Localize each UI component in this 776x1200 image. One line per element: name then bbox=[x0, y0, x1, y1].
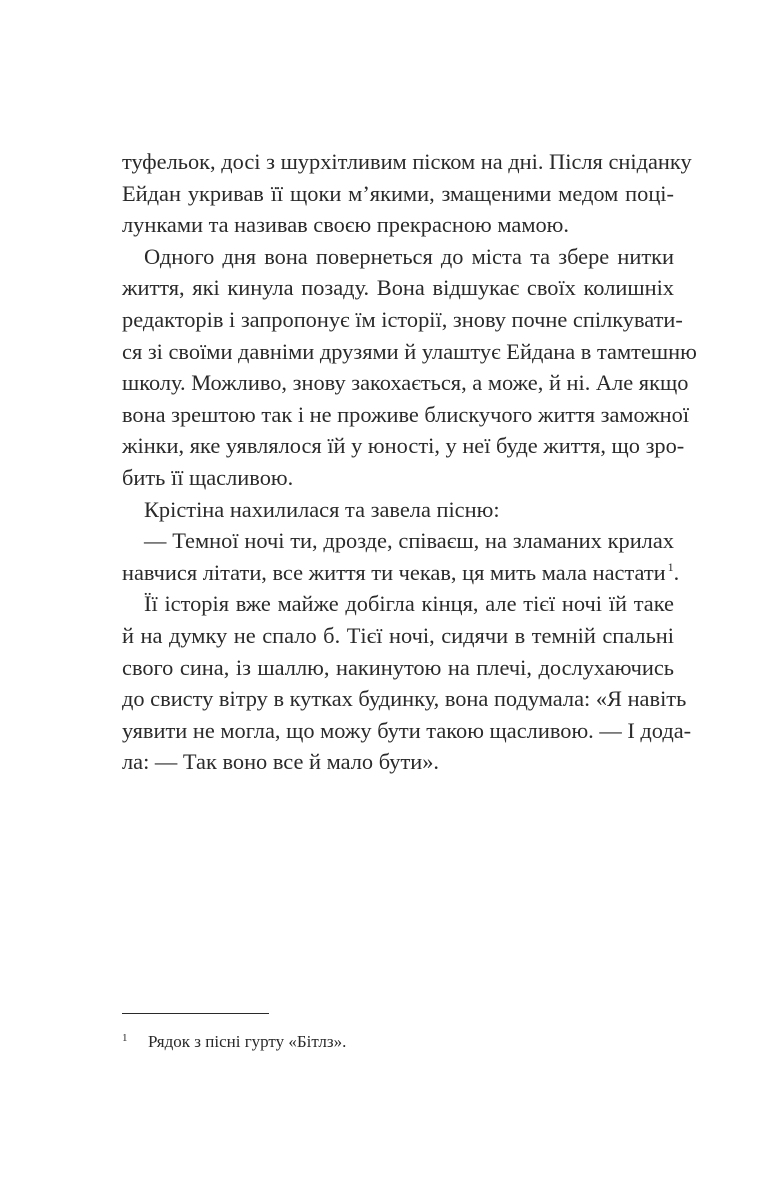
text-line: редакторів і запропонує їм історії, знову почне спілкувати- bbox=[122, 306, 683, 332]
text-line: свого сина, із шаллю, накинутою на плечі, дослухаючись bbox=[122, 654, 674, 680]
text-line-trailing: . bbox=[673, 559, 680, 585]
text-line: й на думку не спало б. Тієї ночі, сидячи в темній спальні bbox=[122, 622, 674, 648]
footnote-divider bbox=[122, 1013, 269, 1014]
text-line: лунками та називав своєю прекрасною мамою. bbox=[122, 212, 570, 238]
text-line-content: навчися літати, все життя ти чекав, ця мить мала настати bbox=[122, 559, 666, 585]
text-line: Ейдан укривав її щоки м’якими, змащеними медом поці- bbox=[122, 180, 674, 206]
text-line: ся зі своїми давніми друзями й улаштує Ейдана в тамтешню bbox=[122, 338, 697, 364]
text-line: школу. Можливо, знову закохається, а може, й ні. Але якщо bbox=[122, 370, 689, 396]
text-line: Одного дня вона повернеться до міста та збере нитки bbox=[144, 243, 674, 269]
text-line: туфельок, досі з шурхітливим піском на дні. Після сніданку bbox=[122, 149, 692, 174]
footnote-marker: 1 bbox=[122, 1032, 128, 1044]
text-line: бить її щасливою. bbox=[122, 464, 294, 490]
text-line: ла: — Так воно все й мало бути». bbox=[122, 749, 440, 775]
footnote bbox=[122, 1027, 674, 1053]
footnote-reference[interactable]: 1 bbox=[667, 559, 674, 574]
body-text bbox=[122, 146, 697, 778]
text-line: — Темної ночі ти, дрозде, співаєш, на зламаних крилах bbox=[144, 528, 674, 554]
text-line: Її історія вже майже добігла кінця, але тієї ночі їй таке bbox=[144, 591, 674, 617]
text-line: вона зрештою так і не проживе блискучого життя заможної bbox=[122, 401, 690, 427]
text-line: життя, які кинула позаду. Вона відшукає своїх колишніх bbox=[122, 275, 674, 301]
text-line: до свисту вітру в кутках будинку, вона подумала: «Я навіть bbox=[122, 686, 687, 712]
text-line: жінки, яке уявлялося їй у юності, у неї буде життя, що зро- bbox=[122, 433, 685, 459]
footnote-text: Рядок з пісні гурту «Бітлз». bbox=[148, 1032, 347, 1051]
text-line: уявити не могла, що можу бути такою щасливою. — І дода- bbox=[122, 717, 692, 743]
text-line-with-footnote bbox=[122, 557, 680, 589]
text-line: Крістіна нахилилася та завела пісню: bbox=[144, 496, 500, 522]
